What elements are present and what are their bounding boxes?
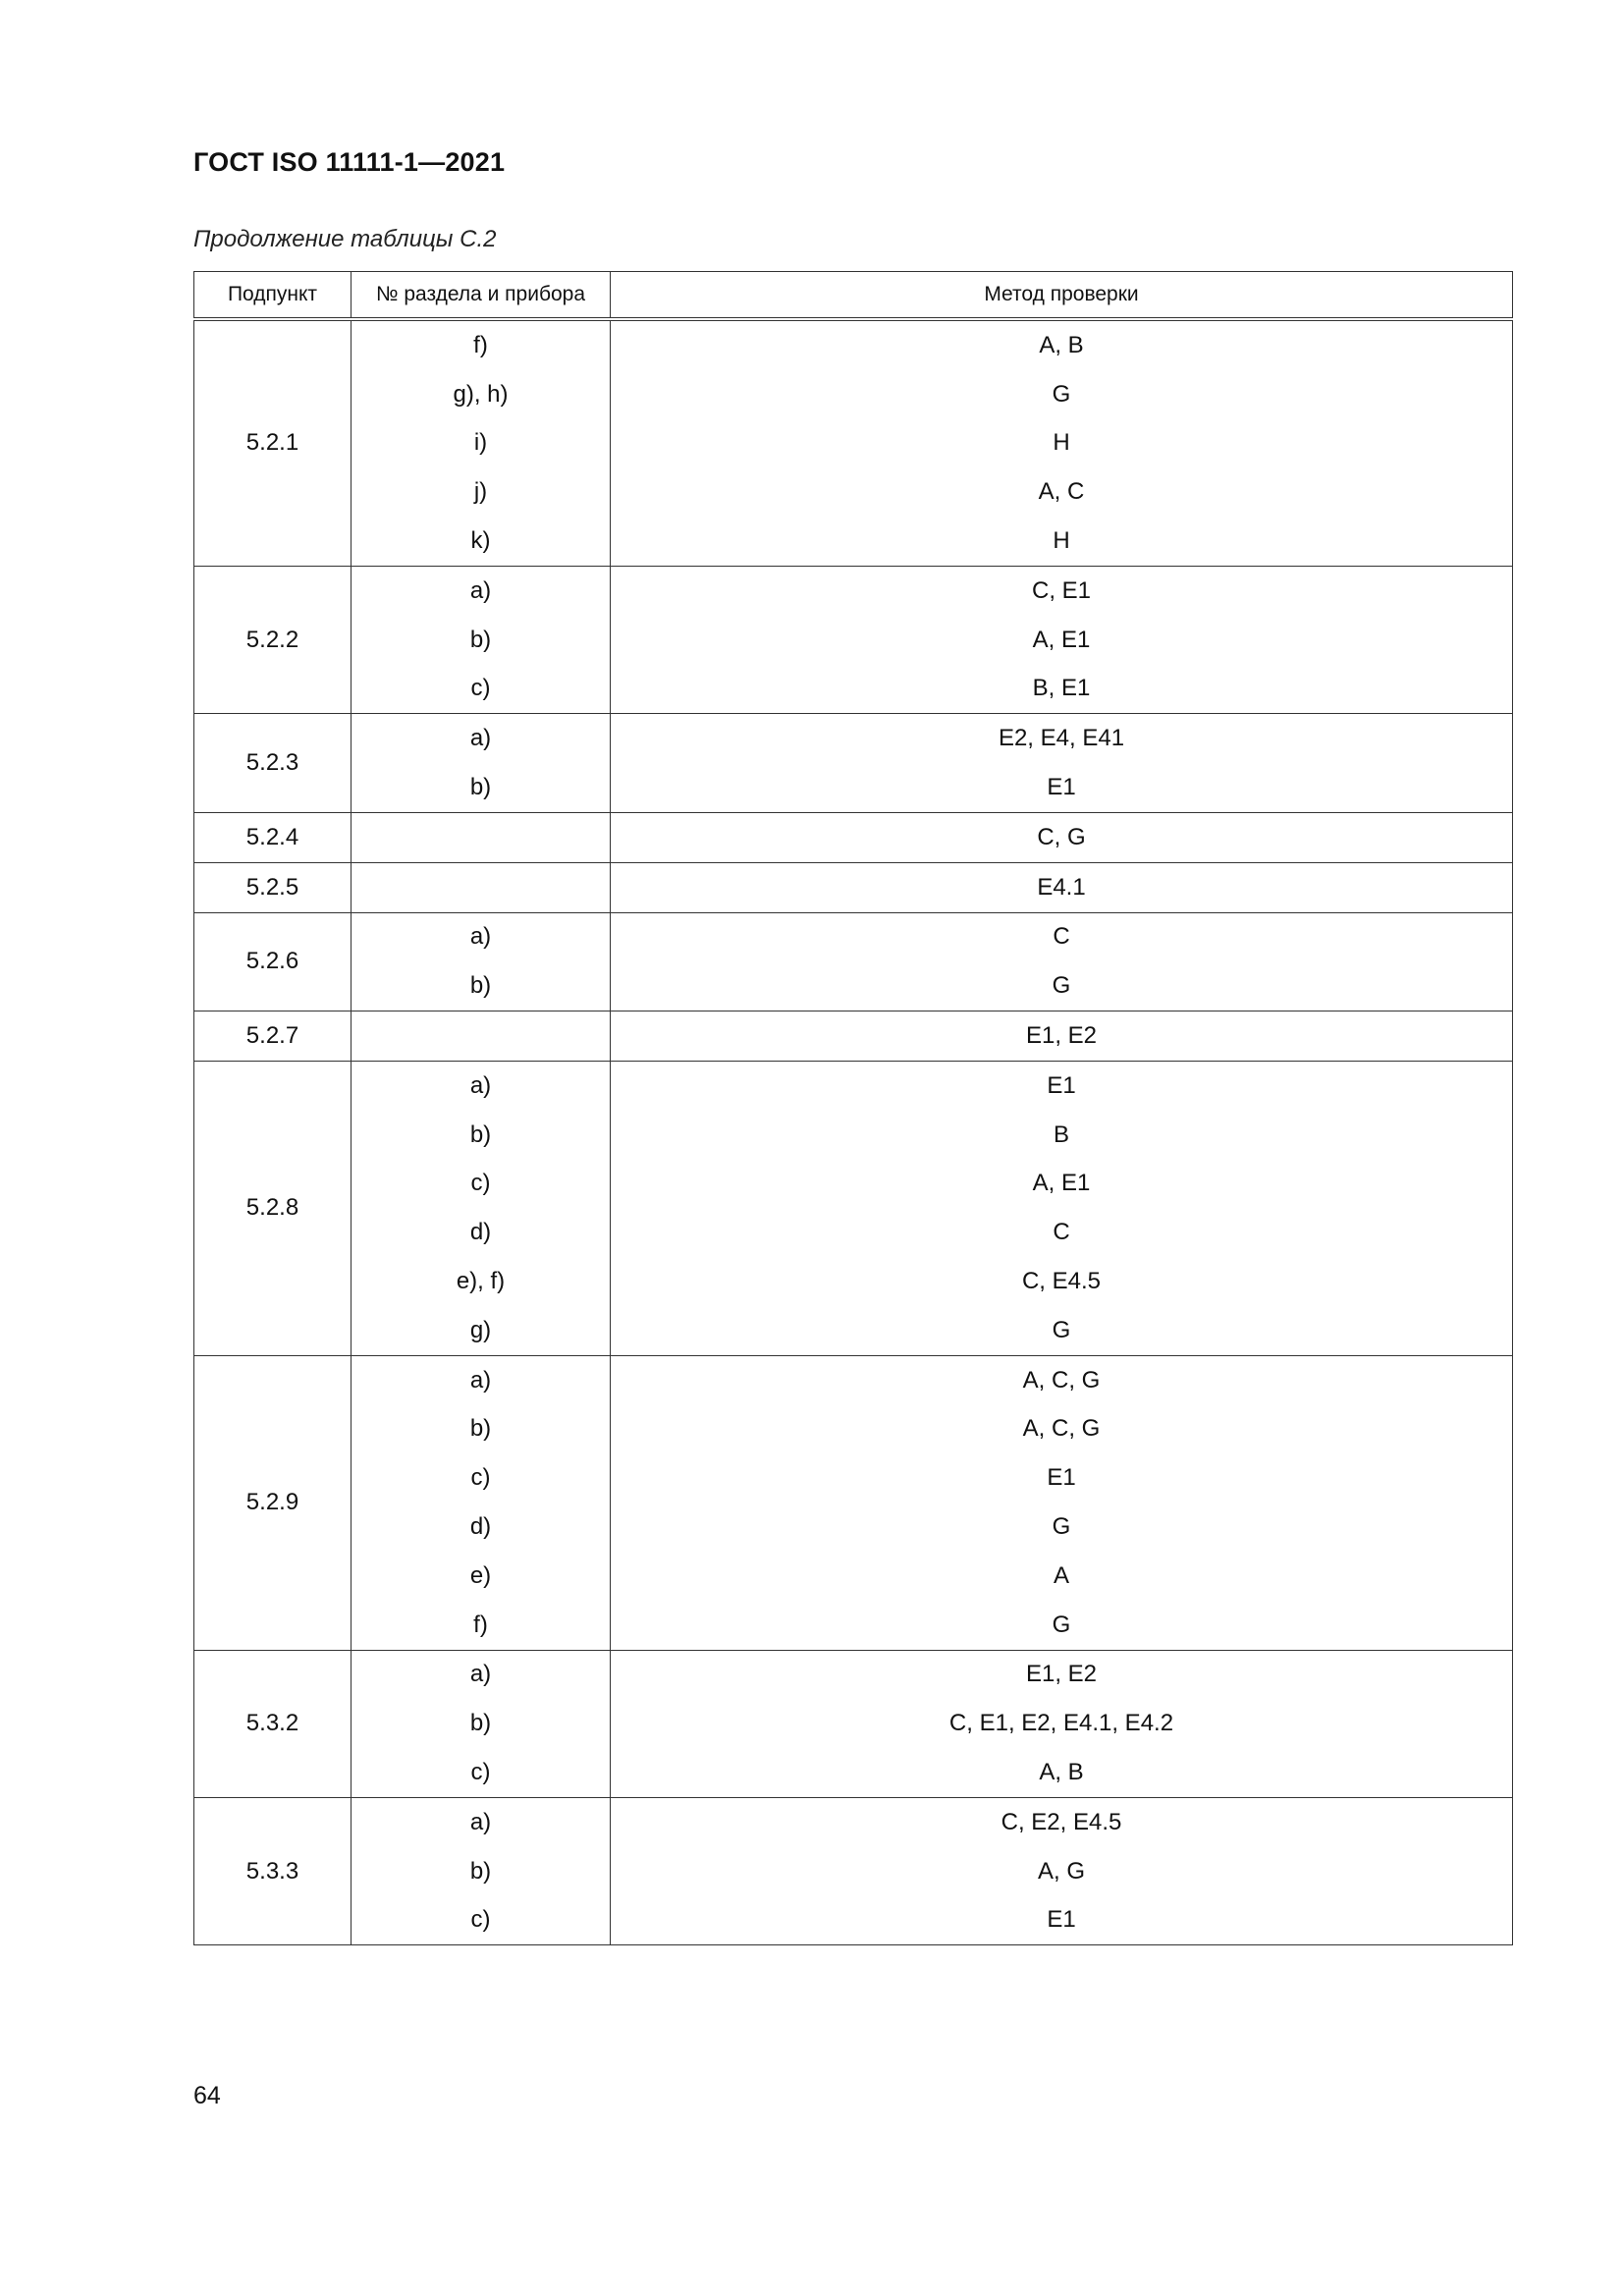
item-cell: a) bbox=[352, 714, 611, 763]
table-row bbox=[194, 467, 1513, 517]
method-cell: A, E1 bbox=[611, 616, 1513, 665]
table-row bbox=[194, 1061, 1513, 1110]
item-cell: a) bbox=[352, 912, 611, 961]
item-cell: a) bbox=[352, 1797, 611, 1846]
item-cell bbox=[352, 812, 611, 862]
method-cell: E4.1 bbox=[611, 862, 1513, 912]
method-cell: H bbox=[611, 517, 1513, 566]
table-row bbox=[194, 1847, 1513, 1896]
item-cell: b) bbox=[352, 763, 611, 812]
method-cell: C, E2, E4.5 bbox=[611, 1797, 1513, 1846]
table-row bbox=[194, 419, 1513, 468]
table-row bbox=[194, 1503, 1513, 1552]
method-cell: E1 bbox=[611, 1061, 1513, 1110]
table-row bbox=[194, 616, 1513, 665]
item-cell: b) bbox=[352, 1699, 611, 1748]
method-cell: H bbox=[611, 419, 1513, 468]
table-row bbox=[194, 1208, 1513, 1257]
subclause-cell: 5.2.4 bbox=[194, 812, 352, 862]
method-cell: E1 bbox=[611, 1896, 1513, 1945]
table-row bbox=[194, 370, 1513, 419]
item-cell: c) bbox=[352, 1896, 611, 1945]
table-row bbox=[194, 1453, 1513, 1503]
table-row bbox=[194, 1552, 1513, 1601]
method-cell: E1, E2 bbox=[611, 1011, 1513, 1062]
method-cell: A, B bbox=[611, 319, 1513, 370]
method-cell: G bbox=[611, 1503, 1513, 1552]
method-cell: C, E4.5 bbox=[611, 1257, 1513, 1306]
item-cell: g) bbox=[352, 1306, 611, 1355]
table-row bbox=[194, 961, 1513, 1011]
item-cell: c) bbox=[352, 665, 611, 714]
table-row bbox=[194, 1650, 1513, 1699]
table-row bbox=[194, 1011, 1513, 1062]
method-cell: C bbox=[611, 1208, 1513, 1257]
method-cell: A, C, G bbox=[611, 1405, 1513, 1454]
item-cell bbox=[352, 1011, 611, 1062]
subclause-cell: 5.2.6 bbox=[194, 912, 352, 1011]
method-cell: B, E1 bbox=[611, 665, 1513, 714]
method-cell: G bbox=[611, 961, 1513, 1011]
table-body bbox=[194, 319, 1513, 1945]
table-row bbox=[194, 862, 1513, 912]
item-cell: b) bbox=[352, 1405, 611, 1454]
method-cell: C, G bbox=[611, 812, 1513, 862]
table-row bbox=[194, 1160, 1513, 1209]
item-cell: b) bbox=[352, 961, 611, 1011]
verification-table bbox=[193, 271, 1513, 1945]
subclause-cell: 5.2.3 bbox=[194, 714, 352, 813]
method-cell: A, E1 bbox=[611, 1160, 1513, 1209]
item-cell: e), f) bbox=[352, 1257, 611, 1306]
column-header-subclause: Подпункт bbox=[194, 272, 352, 320]
item-cell: k) bbox=[352, 517, 611, 566]
method-cell: A, G bbox=[611, 1847, 1513, 1896]
item-cell bbox=[352, 862, 611, 912]
verification-table-container bbox=[193, 271, 1512, 1945]
item-cell: d) bbox=[352, 1503, 611, 1552]
method-cell: G bbox=[611, 1601, 1513, 1650]
subclause-cell: 5.2.2 bbox=[194, 566, 352, 713]
item-cell: b) bbox=[352, 1111, 611, 1160]
table-row bbox=[194, 1405, 1513, 1454]
column-header-method: Метод проверки bbox=[611, 272, 1513, 320]
method-cell: E1 bbox=[611, 763, 1513, 812]
method-cell: A, C bbox=[611, 467, 1513, 517]
table-row bbox=[194, 912, 1513, 961]
table-header-row bbox=[194, 272, 1513, 320]
page-number: 64 bbox=[193, 2082, 221, 2109]
document-header: ГОСТ ISO 11111-1—2021 bbox=[193, 147, 506, 177]
item-cell: a) bbox=[352, 1650, 611, 1699]
table-row bbox=[194, 517, 1513, 566]
method-cell: G bbox=[611, 370, 1513, 419]
method-cell: C, E1, E2, E4.1, E4.2 bbox=[611, 1699, 1513, 1748]
method-cell: A, C, G bbox=[611, 1355, 1513, 1404]
item-cell: a) bbox=[352, 1355, 611, 1404]
table-row bbox=[194, 319, 1513, 370]
column-header-item: № раздела и прибора bbox=[352, 272, 611, 320]
table-row bbox=[194, 812, 1513, 862]
table-row bbox=[194, 665, 1513, 714]
method-cell: B bbox=[611, 1111, 1513, 1160]
subclause-cell: 5.3.2 bbox=[194, 1650, 352, 1797]
item-cell: e) bbox=[352, 1552, 611, 1601]
item-cell: f) bbox=[352, 319, 611, 370]
table-row bbox=[194, 1306, 1513, 1355]
item-cell: c) bbox=[352, 1748, 611, 1797]
method-cell: E1 bbox=[611, 1453, 1513, 1503]
table-row bbox=[194, 1896, 1513, 1945]
item-cell: f) bbox=[352, 1601, 611, 1650]
item-cell: c) bbox=[352, 1453, 611, 1503]
item-cell: b) bbox=[352, 1847, 611, 1896]
table-row bbox=[194, 1748, 1513, 1797]
method-cell: G bbox=[611, 1306, 1513, 1355]
subclause-cell: 5.2.1 bbox=[194, 319, 352, 566]
item-cell: c) bbox=[352, 1160, 611, 1209]
item-cell: g), h) bbox=[352, 370, 611, 419]
table-caption: Продолжение таблицы С.2 bbox=[193, 226, 497, 252]
method-cell: A, B bbox=[611, 1748, 1513, 1797]
method-cell: A bbox=[611, 1552, 1513, 1601]
table-row bbox=[194, 1699, 1513, 1748]
item-cell: a) bbox=[352, 1061, 611, 1110]
table-row bbox=[194, 1355, 1513, 1404]
table-row bbox=[194, 763, 1513, 812]
subclause-cell: 5.2.5 bbox=[194, 862, 352, 912]
item-cell: a) bbox=[352, 566, 611, 615]
item-cell: d) bbox=[352, 1208, 611, 1257]
item-cell: b) bbox=[352, 616, 611, 665]
method-cell: C bbox=[611, 912, 1513, 961]
item-cell: i) bbox=[352, 419, 611, 468]
subclause-cell: 5.2.9 bbox=[194, 1355, 352, 1650]
table-row bbox=[194, 1111, 1513, 1160]
table-row bbox=[194, 566, 1513, 615]
subclause-cell: 5.2.7 bbox=[194, 1011, 352, 1062]
table-row bbox=[194, 1601, 1513, 1650]
table-row bbox=[194, 1257, 1513, 1306]
item-cell: j) bbox=[352, 467, 611, 517]
method-cell: C, E1 bbox=[611, 566, 1513, 615]
table-row bbox=[194, 714, 1513, 763]
subclause-cell: 5.2.8 bbox=[194, 1061, 352, 1355]
method-cell: E2, E4, E41 bbox=[611, 714, 1513, 763]
table-row bbox=[194, 1797, 1513, 1846]
method-cell: E1, E2 bbox=[611, 1650, 1513, 1699]
subclause-cell: 5.3.3 bbox=[194, 1797, 352, 1944]
